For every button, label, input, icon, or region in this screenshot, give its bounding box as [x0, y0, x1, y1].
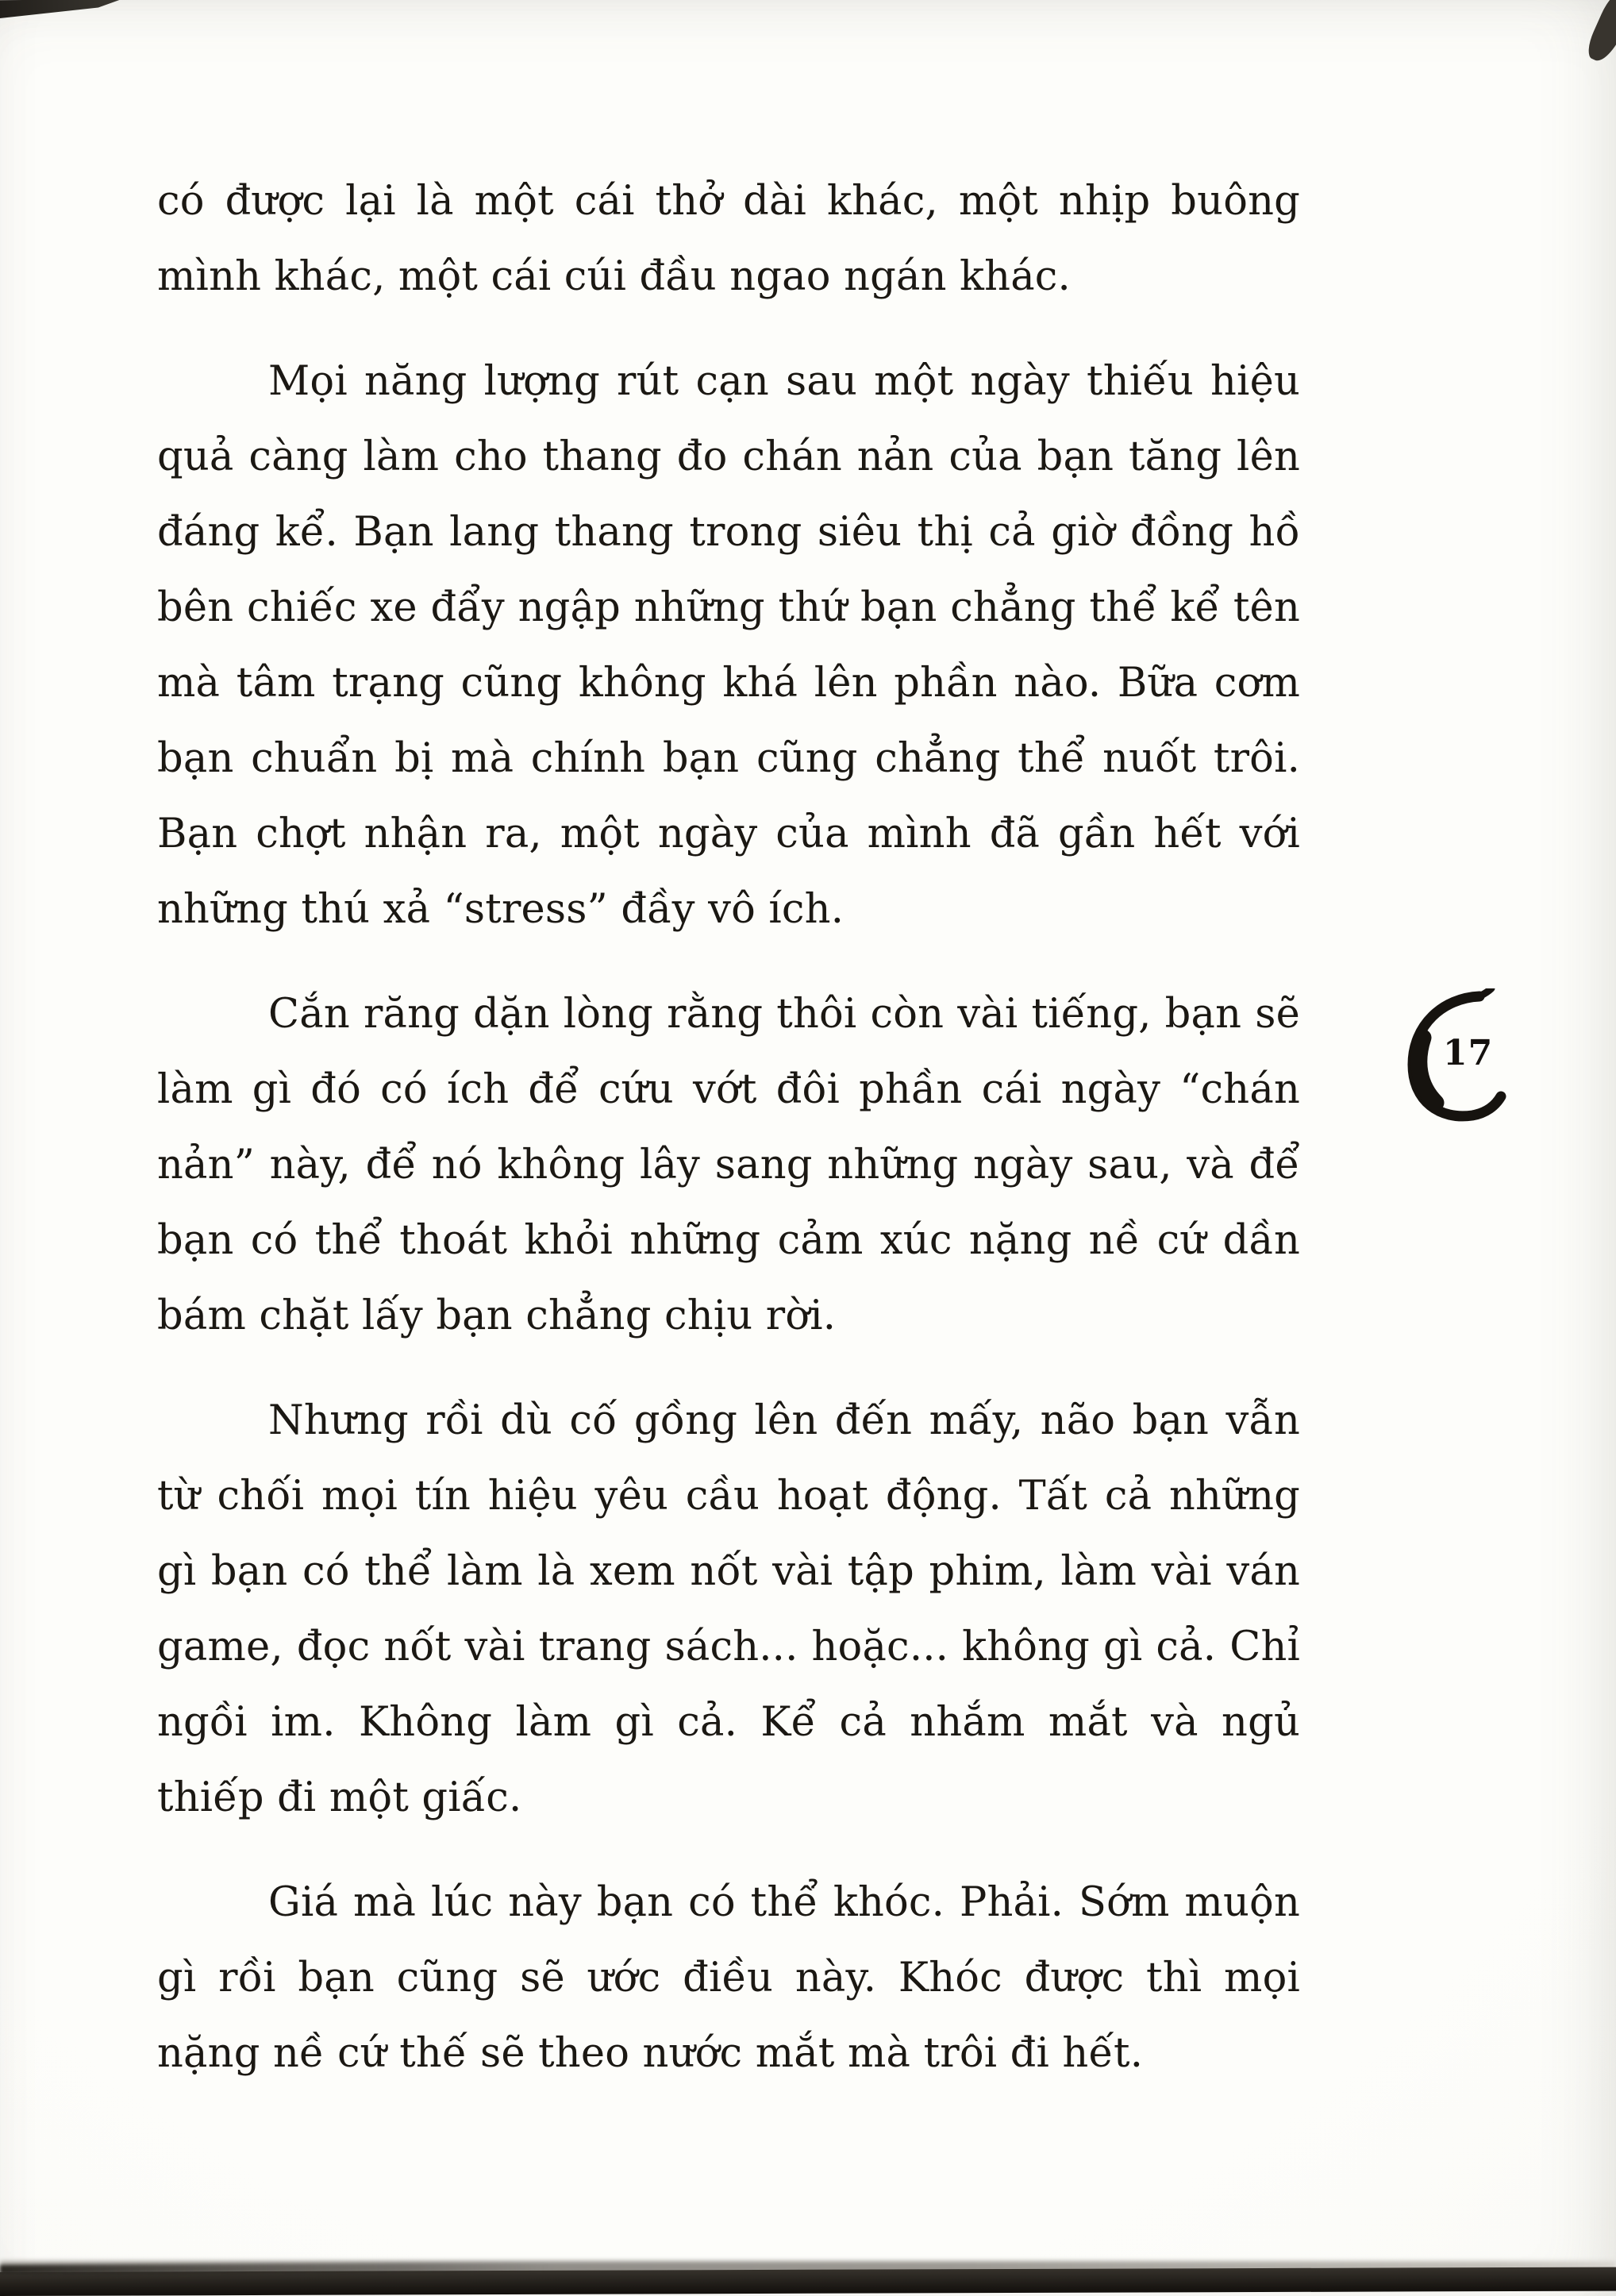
paragraph: Giá mà lúc này bạn có thể khóc. Phải. Sớm muộn gì rồi bạn cũng sẽ ước điều này. Khóc được thì mọi nặng nề cứ thế sẽ theo nước mắt mà trôi đi hết.: [157, 1879, 1300, 2077]
scan-smudge-top-right: [1583, 0, 1616, 66]
paragraph: Cắn răng dặn lòng rằng thôi còn vài tiếng, bạn sẽ làm gì đó có ích để cứu vớt đôi phần cái ngày “chán nản” này, để nó không lây sang những ngày sau, và để bạn có thể thoát khỏi những cảm xúc nặng nề cứ dần bám chặt lấy bạn chẳng chịu rời.: [157, 991, 1300, 1339]
page-number-marker: [1399, 988, 1526, 1131]
paragraph: Mọi năng lượng rút cạn sau một ngày thiếu hiệu quả càng làm cho thang đo chán nản của bạn tăng lên đáng kể. Bạn lang thang trong siêu thị cả giờ đồng hồ bên chiếc xe đẩy ngập những thứ bạn chẳng thể kể tên mà tâm trạng cũng không khá lên phần nào. Bữa cơm bạn chuẩn bị mà chính bạn cũng chẳng thể nuốt trôi. Bạn chợt nhận ra, một ngày của mình đã gần hết với những thú xả “stress” đầy vô ích.: [157, 358, 1300, 933]
paragraph: có được lại là một cái thở dài khác, một nhịp buông mình khác, một cái cúi đầu ngao ngán khác.: [157, 178, 1300, 300]
page-text-column: [157, 164, 1300, 2121]
scan-edge-gray-strip: [0, 2261, 1616, 2275]
scan-edge-black-strip: [0, 2267, 1616, 2296]
page-number: 17: [1443, 1033, 1494, 1073]
scan-smudge-top-left: [0, 0, 123, 19]
scan-edge-bottom: [0, 2240, 1616, 2296]
paragraph: Nhưng rồi dù cố gồng lên đến mấy, não bạn vẫn từ chối mọi tín hiệu yêu cầu hoạt động. Tất cả những gì bạn có thể làm là xem nốt vài tập phim, làm vài ván game, đọc nốt vài trang sách... hoặc... không gì cả. Chỉ ngồi im. Không làm gì cả. Kể cả nhắm mắt và ngủ thiếp đi một giấc.: [157, 1397, 1300, 1821]
